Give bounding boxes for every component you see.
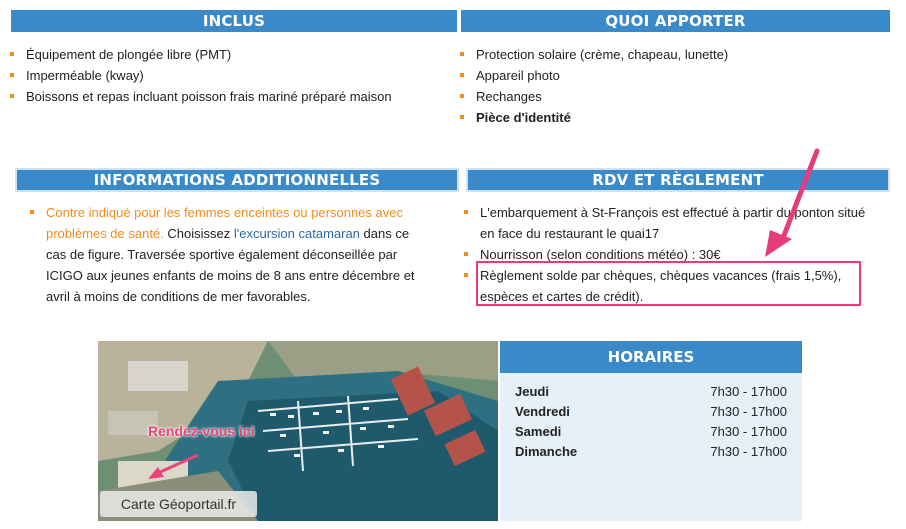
- hours-row: [515, 444, 787, 464]
- hours-day: Dimanche: [515, 444, 578, 459]
- hours-time: 7h30 - 17h00: [710, 444, 787, 459]
- list-item: Appareil photo: [458, 65, 888, 86]
- catamaran-link[interactable]: l'excursion catamaran: [233, 226, 360, 241]
- list-item: Imperméable (kway): [8, 65, 448, 86]
- hours-time: 7h30 - 17h00: [710, 424, 787, 439]
- health-warning: Contre indiqué pour les femmes enceintes ou personnes avec problèmes de santé.: [46, 205, 403, 241]
- quoi-apporter-title: QUOI APPORTER: [605, 12, 746, 30]
- hours-row: [515, 424, 787, 444]
- hours-day: Jeudi: [515, 384, 549, 399]
- hours-row: [515, 404, 787, 424]
- list-item: Boissons et repas incluant poisson frais mariné préparé maison: [8, 86, 448, 107]
- hours-day: Samedi: [515, 424, 562, 439]
- list-item: Équipement de plongée libre (PMT): [8, 44, 448, 65]
- hours-title: HORAIRES: [607, 348, 695, 366]
- inclus-title: INCLUS: [202, 12, 266, 30]
- list-item: Rechanges: [458, 86, 888, 107]
- infos-title: INFORMATIONS ADDITIONNELLES: [93, 171, 381, 189]
- map-credit[interactable]: Carte Géoportail.fr: [100, 491, 257, 517]
- list-item: Protection solaire (crème, chapeau, lunette): [458, 44, 888, 65]
- hours-time: 7h30 - 17h00: [710, 384, 787, 399]
- list-item: Règlement solde par chèques, chèques vacances (frais 1,5%), espèces et cartes de crédit).: [462, 265, 872, 307]
- hours-day: Vendredi: [515, 404, 570, 419]
- list-item: L'embarquement à St-François est effectué à partir du ponton situé en face du restaurant le quai17: [462, 202, 872, 244]
- rdv-title: RDV ET RÈGLEMENT: [592, 171, 764, 189]
- hours-row: [515, 384, 787, 404]
- hours-header: [500, 341, 802, 373]
- infos-text-b: dans ce cas de figure. Traversée sportive également déconseillée par ICIGO aux jeunes enfants de moins de 8 ans entre décembre et avril à moins de conditions de mer favorables.: [46, 226, 415, 304]
- hours-time: 7h30 - 17h00: [710, 404, 787, 419]
- list-item: Nourrisson (selon conditions météo) : 30€: [462, 244, 872, 265]
- list-item: Pièce d'identité: [458, 107, 888, 128]
- infos-text-a: Choisissez: [163, 226, 234, 241]
- meeting-point-label: Rendez-vous ici: [148, 423, 255, 439]
